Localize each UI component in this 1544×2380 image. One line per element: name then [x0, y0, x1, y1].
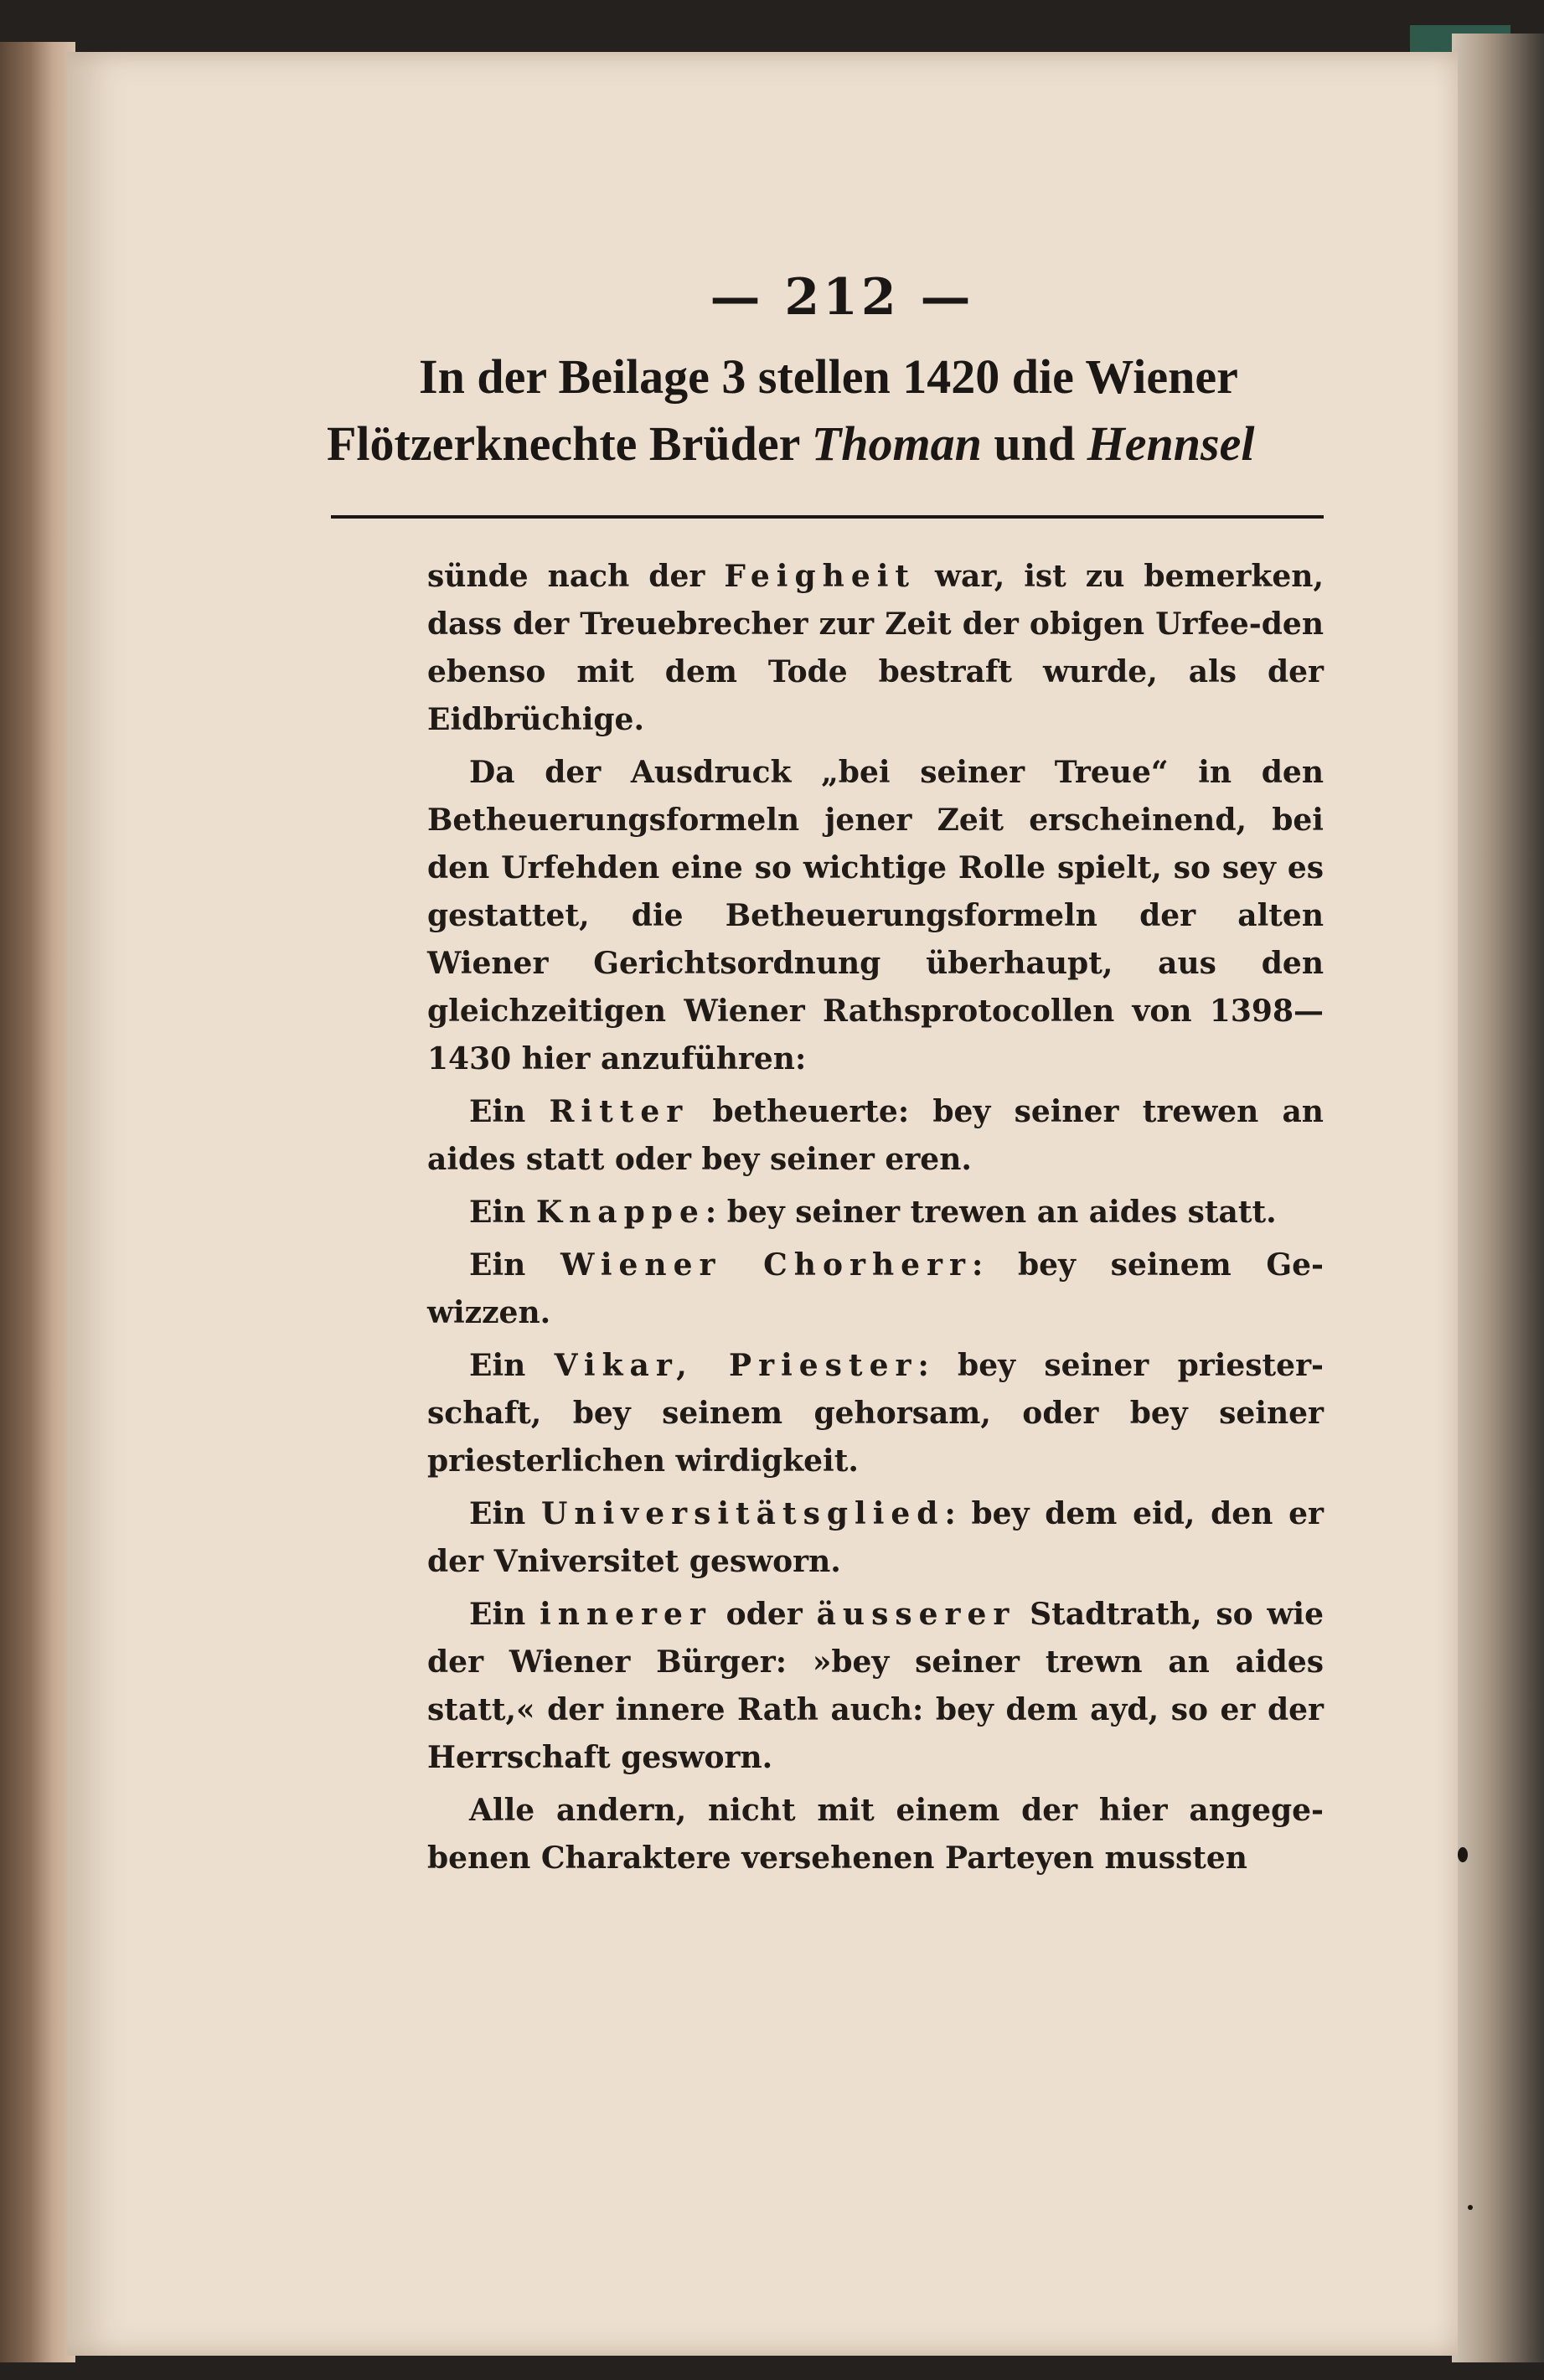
paragraph: Ein innerer oder äusserer Stadtrath, so wie der Wiener Bürger: »bey seiner trewn an aides statt,« der innere Rath auch: bey dem ayd, so er der Herrschaft gesworn.: [427, 1597, 1325, 1775]
footnote-ref-line-2: Flötzerknechte Brüder Thoman und Hennsel: [327, 416, 1255, 471]
page-number: — 212 —: [710, 268, 974, 327]
footnote-body: [427, 553, 1324, 1887]
paragraph: Alle andern, nicht mit einem der hier angege-benen Charaktere versehenen Parteyen mussten: [427, 1793, 1324, 1876]
paragraph: Ein Ritter betheuerte: bey seiner trewen an aides statt oder bey seiner eren.: [427, 1094, 1324, 1177]
name-hennsel: Hennsel: [1087, 416, 1255, 471]
paragraph: Ein Knappe: bey seiner trewen an aides statt.: [469, 1195, 1277, 1230]
book-cover-right: [1452, 34, 1544, 2362]
paragraph: Ein Wiener Chorherr: bey seinem Ge-wizzen.: [427, 1247, 1324, 1330]
margin-mark: [1458, 1847, 1468, 1862]
name-thoman: Thoman: [811, 416, 982, 471]
paragraph: Da der Ausdruck „bei seiner Treue“ in den Betheuerungsformeln jener Zeit erscheinend, bei den Urfehden eine so wichtige Rolle spielt, so sey es gestattet, die Betheuerungsformeln der alten Wiener Gerichtsordnung überhaupt, aus den gleichzeitigen Wiener Rathsprotocollen von 1398—1430 hier anzuführen:: [427, 755, 1324, 1076]
paragraph: sünde nach der Feigheit war, ist zu bemerken, dass der Treuebrecher zur Zeit der obigen Urfee-den ebenso mit dem Tode bestraft wurde, als der Eidbrüchige.: [427, 559, 1324, 737]
footnote-ref-line-1: In der Beilage 3 stellen 1420 die Wiener: [419, 349, 1238, 404]
margin-dot: [1468, 2205, 1473, 2210]
book-page-edges: [0, 42, 75, 2362]
paragraph: Ein Universitätsglied: bey dem eid, den er der Vniversitet gesworn.: [427, 1496, 1324, 1579]
page-header: [327, 268, 1332, 478]
paragraph: Ein Vikar, Priester: bey seiner priester-schaft, bey seinem gehorsam, oder bey seiner priesterlichen wirdigkeit.: [427, 1348, 1324, 1479]
footnote-rule: [331, 515, 1324, 519]
